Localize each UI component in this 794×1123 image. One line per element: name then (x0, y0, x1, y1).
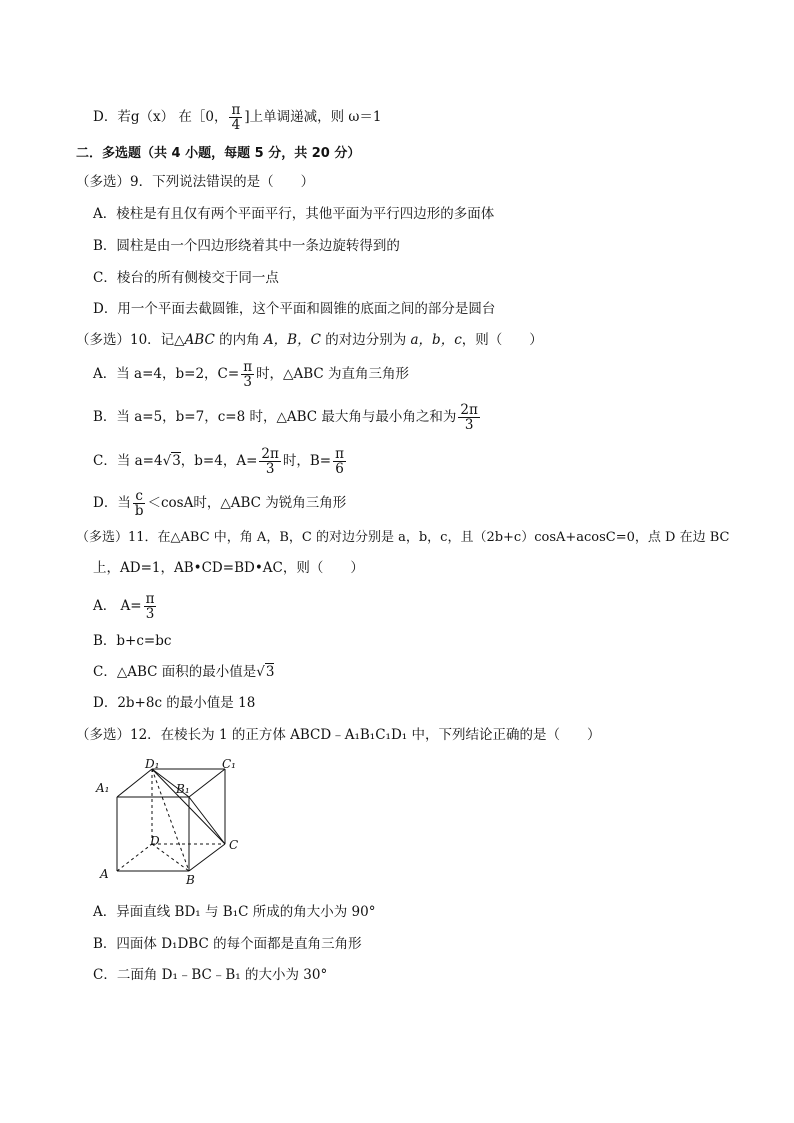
q10-c-mid2: 时，B= (282, 453, 332, 469)
q9-option-c: C．棱台的所有侧棱交于同一点 (93, 270, 279, 286)
q11-a-fraction (144, 592, 157, 621)
frac-numerator: π (335, 446, 344, 462)
edge-b1c (189, 797, 225, 844)
label-c: C (229, 838, 239, 852)
q10-stem-abc: ABC (184, 332, 215, 348)
edge-ad-hidden (117, 844, 152, 871)
q10-c-fraction-1 (259, 447, 280, 476)
frac-numerator: π (145, 591, 155, 607)
frac-numerator: 2π (261, 446, 279, 462)
q8-d-suffix: ]上单调递减，则 ω＝1 (244, 109, 382, 125)
frac-numerator: 2π (460, 402, 478, 418)
frac-numerator: π (231, 102, 241, 118)
q12-option-a: A．异面直线 BD₁ 与 B₁C 所成的角大小为 90° (93, 904, 376, 920)
sqrt-sign: √ (162, 453, 172, 469)
label-b1: B₁ (176, 782, 190, 796)
frac-denominator: 3 (265, 461, 275, 477)
q10-option-b (93, 403, 482, 432)
q12-option-b: B．四面体 D₁DBC 的每个面都是直角三角形 (93, 936, 362, 952)
q12-stem: （多选）12．在棱长为 1 的正方体 ABCD﹣A₁B₁C₁D₁ 中，下列结论正确的是（ ） (76, 727, 601, 743)
q9-option-a: A．棱柱是有且仅有两个平面平行，其他平面为平行四边形的多面体 (93, 206, 495, 222)
frac-denominator: 4 (231, 117, 241, 133)
q10-d-pre: D．当 (93, 495, 131, 511)
q10-c-sqrt: 3 (172, 453, 181, 469)
q11-stem-line1: （多选）11．在△ABC 中，角 A，B，C 的对边分别是 a，b，c，且（2b+c）cosA+acosC=0，点 D 在边 BC (76, 530, 730, 545)
q9-stem: （多选）9．下列说法错误的是（ ） (76, 174, 315, 190)
edge-b1c1 (189, 769, 225, 797)
section-title: 二．多选题（共 4 小题，每题 5 分，共 20 分） (76, 146, 361, 161)
q10-stem-d: ，则（ ） (461, 332, 543, 348)
q8-d-fraction (229, 103, 242, 132)
q9-option-d: D．用一个平面去截圆锥，这个平面和圆锥的底面之间的部分是圆台 (93, 301, 496, 317)
q10-stem-sides: a，b，c (410, 332, 462, 348)
q10-c-fraction-2 (333, 447, 346, 476)
frac-numerator: π (243, 359, 253, 375)
label-b: B (186, 873, 195, 887)
q11-c-sqrt: 3 (265, 664, 275, 680)
q12-option-c: C．二面角 D₁﹣BC﹣B₁ 的大小为 30° (93, 967, 328, 983)
q10-b-fraction (458, 403, 479, 432)
q11-option-b: B．b+c=bc (93, 633, 172, 649)
cube-figure (92, 757, 292, 887)
q10-stem-a: （多选）10．记△ (76, 332, 185, 348)
q9-option-b: B．圆柱是由一个四边形绕着其中一条边旋转得到的 (93, 238, 400, 254)
label-d1: D₁ (145, 757, 160, 771)
frac-denominator: 3 (464, 417, 474, 433)
q10-stem (76, 330, 543, 350)
q10-c-mid: ，b=4，A= (180, 453, 258, 469)
q11-stem-line2: 上，AD=1，AB•CD=BD•AC，则（ ） (93, 560, 364, 576)
frac-denominator: 3 (243, 374, 252, 390)
q11-option-a (93, 592, 158, 621)
q10-a-post: 时，△ABC 为直角三角形 (256, 366, 409, 382)
edge-db-hidden (152, 844, 189, 871)
q10-b-pre: B．当 a=5，b=7，c=8 时，△ABC 最大角与最小角之和为 (93, 409, 457, 425)
q8-d-mid: 在［0， (178, 109, 228, 125)
frac-numerator: c (133, 489, 146, 504)
label-c1: C₁ (222, 757, 236, 771)
q11-a-pre: A． A= (93, 598, 142, 614)
q10-a-fraction (241, 360, 254, 389)
q8-d-g: g（x） (130, 109, 175, 125)
q10-stem-b: 的内角 (214, 332, 264, 348)
frac-denominator: 6 (335, 461, 344, 477)
q10-d-fraction (133, 489, 146, 518)
q11-option-c (93, 662, 274, 682)
q10-c-pre: C．当 a=4 (93, 453, 163, 469)
q8-option-d (93, 103, 382, 132)
sqrt-sign: √ (256, 664, 265, 680)
q11-option-d: D．2b+8c 的最小值是 18 (93, 695, 256, 711)
q10-stem-angles: A，B，C (263, 332, 321, 348)
q10-option-c (93, 447, 348, 476)
edge-bc (189, 844, 225, 871)
frac-denominator: 3 (145, 606, 155, 622)
q11-c-pre: C．△ABC 面积的最小值是 (93, 664, 257, 680)
label-a1: A₁ (96, 781, 110, 795)
label-a: A (100, 867, 109, 881)
q10-stem-c: 的对边分别为 (320, 332, 411, 348)
frac-denominator: b (134, 503, 144, 519)
q10-a-pre: A．当 a=4，b=2，C= (93, 366, 240, 382)
edge-a1d1 (117, 769, 152, 797)
q10-option-d (93, 489, 346, 518)
q8-d-prefix: D．若 (93, 109, 131, 125)
label-d: D (150, 834, 160, 848)
q10-option-a (93, 360, 409, 389)
q10-d-post: ＜cosA时，△ABC 为锐角三角形 (147, 495, 347, 511)
